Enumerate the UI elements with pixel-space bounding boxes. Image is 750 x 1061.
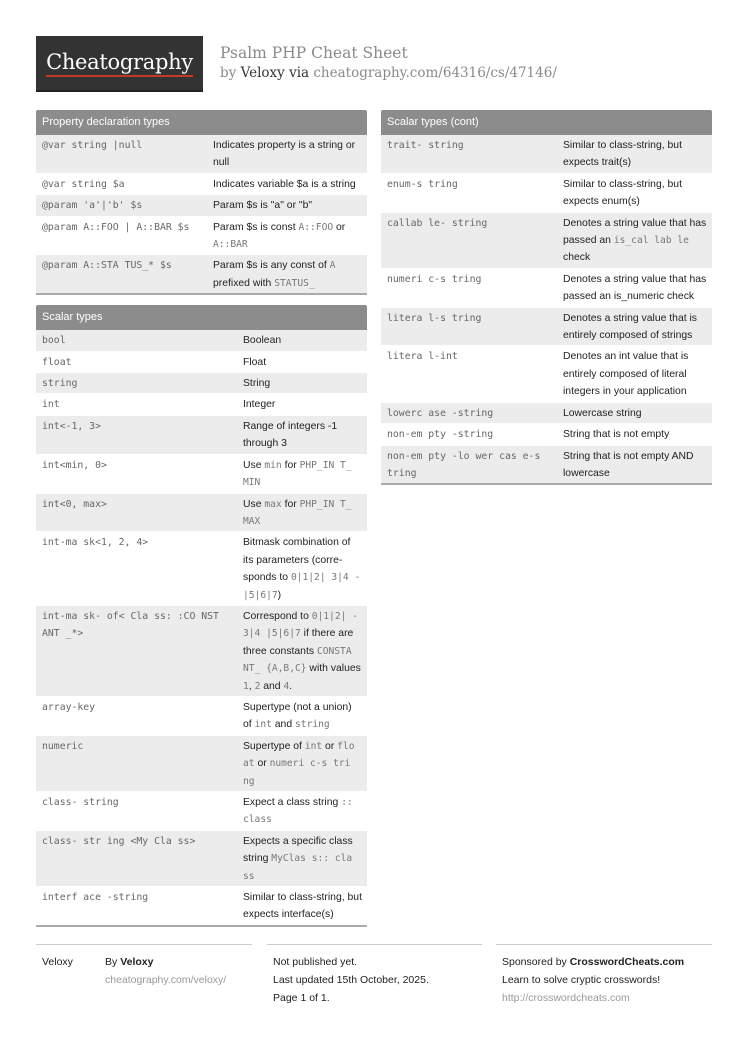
text-fragment: Supertype (not a union) of <box>243 701 352 731</box>
byline <box>220 65 557 81</box>
type-cell: @param A::STA TUS_* $s <box>36 255 207 293</box>
type-cell: numeri c-s tring <box>381 268 557 307</box>
code-fragment: string <box>295 719 330 731</box>
footer-sponsor-col <box>496 944 712 1004</box>
description-cell: Integer <box>237 394 367 415</box>
code-fragment: flo at <box>243 740 355 770</box>
description-cell <box>557 212 712 268</box>
sheet-url-link[interactable]: cheatography.com/64316/cs/47146/ <box>313 65 557 81</box>
description-cell: String that is not empty <box>557 424 712 445</box>
type-cell: @param 'a'|'b' $s <box>36 195 207 216</box>
code-fragment: 2 <box>254 680 261 692</box>
table-row <box>36 696 367 735</box>
type-cell: int<-1, 3> <box>36 415 237 454</box>
table-row <box>381 424 712 445</box>
footer-status-col <box>267 944 482 1004</box>
type-cell: int<0, max> <box>36 493 237 532</box>
type-cell: int-ma sk- of< Cla ss: :CO NST ANT _*> <box>36 605 237 696</box>
right-column <box>381 110 712 495</box>
table-row <box>36 255 367 293</box>
description-cell: Denotes a string value that is entirely composed of strings <box>557 307 712 346</box>
box-title: Scalar types (cont) <box>381 110 712 135</box>
type-cell: interf ace -string <box>36 887 237 925</box>
code-fragment: int <box>254 719 272 731</box>
author-link[interactable]: Veloxy <box>240 65 285 81</box>
sheet-title: Psalm PHP Cheat Sheet <box>220 44 408 62</box>
text-fragment: Correspond to <box>243 610 312 622</box>
text-fragment: or <box>322 740 338 752</box>
text-fragment: prefixed with <box>213 277 275 289</box>
footer-author-link[interactable]: Veloxy <box>120 956 154 968</box>
sponsor-link[interactable]: CrosswordCheats.com <box>569 956 685 968</box>
byline-via: via <box>289 65 310 81</box>
type-cell: enum-s tring <box>381 173 557 212</box>
table-row <box>36 330 367 351</box>
table-row <box>36 394 367 415</box>
code-fragment: A::FOO <box>298 221 334 233</box>
type-cell: int <box>36 394 237 415</box>
code-fragment: A <box>329 260 336 272</box>
text-fragment: Supertype of <box>243 740 305 752</box>
table-row <box>36 735 367 791</box>
text-fragment: for <box>281 459 300 471</box>
code-fragment: CONSTA NT_ {A,B,C} <box>243 645 352 675</box>
description-cell: Denotes an int value that is entirely composed of literal integers in your application <box>557 346 712 402</box>
description-cell: Indicates variable $a is a string <box>207 173 367 194</box>
code-fragment: A::BAR <box>213 239 248 251</box>
box-title: Property declaration types <box>36 110 367 135</box>
type-cell: @var string $a <box>36 173 207 194</box>
code-fragment: 0|1|2| - 3|4 |5|6|7 <box>243 610 358 640</box>
type-cell: @var string |null <box>36 135 207 173</box>
type-cell: int-ma sk<1, 2, 4> <box>36 532 237 606</box>
text-fragment: and <box>260 680 284 692</box>
table-row <box>36 493 367 532</box>
description-cell: Param $s is "a" or "b" <box>207 195 367 216</box>
description-cell <box>237 454 367 493</box>
code-fragment: numeri c-s tri ng <box>243 758 351 787</box>
description-cell: Similar to class-string, but expects enum(s) <box>557 173 712 212</box>
code-fragment: max <box>264 498 282 510</box>
scalar-table <box>36 330 367 925</box>
table-row <box>36 605 367 696</box>
box-title: Scalar types <box>36 305 367 330</box>
table-row <box>36 216 367 255</box>
sponsor-tagline: Learn to solve cryptic crosswords! <box>502 974 661 986</box>
type-cell: litera l-int <box>381 346 557 402</box>
table-row <box>36 454 367 493</box>
scalar-types-box <box>36 305 367 927</box>
type-cell: non-em pty -lo wer cas e-s tring <box>381 445 557 483</box>
code-fragment: is_cal lab le <box>613 235 689 247</box>
type-cell: @param A::FOO | A::BAR $s <box>36 216 207 255</box>
code-fragment: 0|1|2| 3|4 - |5|6|7 <box>243 572 361 601</box>
description-cell: Denotes a string value that has passed an is_numeric check <box>557 268 712 307</box>
description-cell: Similar to class-string, but expects interface(s) <box>237 887 367 925</box>
description-cell: Lowercase string <box>557 402 712 423</box>
code-fragment: MyClas s:: cla ss <box>243 853 353 882</box>
description-cell: Indicates property is a string or null <box>207 135 367 173</box>
text-fragment: check <box>563 252 591 264</box>
text-fragment: Expect a class string <box>243 797 342 808</box>
description-cell: Range of integers -1 through 3 <box>237 415 367 454</box>
description-cell <box>207 216 367 255</box>
type-cell: class- string <box>36 792 237 831</box>
table-row <box>36 135 367 173</box>
description-cell <box>237 735 367 791</box>
table-row <box>36 532 367 606</box>
cheatography-logo[interactable] <box>36 36 203 92</box>
table-row <box>36 415 367 454</box>
table-row <box>381 268 712 307</box>
publish-status: Not published yet. <box>273 956 358 968</box>
table-row <box>381 212 712 268</box>
type-cell: class- str ing <My Cla ss> <box>36 830 237 886</box>
property-table <box>36 135 367 293</box>
type-cell: bool <box>36 330 237 351</box>
property-declaration-box <box>36 110 367 295</box>
description-cell <box>237 493 367 532</box>
footer-by-label: By <box>105 956 118 968</box>
text-fragment: Param $s is any const of <box>213 260 330 272</box>
table-row <box>36 830 367 886</box>
table-row <box>36 351 367 372</box>
table-row <box>381 307 712 346</box>
table-row <box>381 445 712 483</box>
footer <box>36 944 712 1004</box>
page-number: Page 1 of 1. <box>273 992 330 1004</box>
type-cell: litera l-s tring <box>381 307 557 346</box>
type-cell: float <box>36 351 237 372</box>
type-cell: non-em pty -string <box>381 424 557 445</box>
text-fragment: if there are three constants <box>243 628 354 657</box>
description-cell <box>237 532 367 606</box>
code-fragment: PHP_IN T_ MAX <box>243 498 352 527</box>
text-fragment: Use <box>243 498 265 510</box>
last-updated: Last updated 15th October, 2025. <box>273 974 429 986</box>
code-fragment: PHP_IN T_ MIN <box>243 459 352 489</box>
description-cell <box>237 605 367 696</box>
type-cell: array-key <box>36 696 237 735</box>
scalar-types-cont-box <box>381 110 712 485</box>
description-cell: Similar to class-string, but expects trait(s) <box>557 135 712 173</box>
code-fragment: :: class <box>243 797 353 826</box>
text-fragment: for <box>281 498 300 510</box>
type-cell: int<min, 0> <box>36 454 237 493</box>
type-cell: numeric <box>36 735 237 791</box>
text-fragment: Expects a specific class string <box>243 835 353 865</box>
text-fragment: ) <box>277 589 282 601</box>
description-cell: Boolean <box>237 330 367 351</box>
footer-author-info <box>105 953 226 989</box>
footer-author-url[interactable]: cheatography.com/veloxy/ <box>105 974 227 986</box>
table-row <box>381 402 712 423</box>
description-cell: String <box>237 373 367 394</box>
code-fragment: STATUS_ <box>274 277 315 289</box>
table-row <box>36 373 367 394</box>
text-fragment: Use <box>243 459 265 471</box>
logo-text: Cheatography <box>46 50 193 77</box>
text-fragment: with values <box>306 663 361 675</box>
text-fragment: Param $s is const <box>213 221 299 233</box>
text-fragment: . <box>289 680 293 692</box>
description-cell <box>237 696 367 735</box>
sponsored-label: Sponsored by <box>502 956 567 968</box>
type-cell: trait- string <box>381 135 557 173</box>
table-row <box>381 173 712 212</box>
text-fragment: and <box>271 719 296 731</box>
table-row <box>381 346 712 402</box>
description-cell: Float <box>237 351 367 372</box>
text-fragment: Denotes a string value that has passed an <box>563 217 707 247</box>
description-cell <box>237 830 367 886</box>
type-cell: string <box>36 373 237 394</box>
table-row <box>381 135 712 173</box>
code-fragment: 4 <box>283 680 290 692</box>
code-fragment: int <box>304 740 323 752</box>
code-fragment: 1 <box>243 680 249 692</box>
text-fragment: Bitmask combination of its parameters (corresponds to <box>243 537 351 584</box>
text-fragment: , <box>248 680 255 692</box>
text-fragment: or <box>254 758 270 770</box>
description-cell <box>237 792 367 831</box>
byline-by: by <box>220 65 237 81</box>
table-row <box>36 173 367 194</box>
type-cell: callab le- string <box>381 212 557 268</box>
table-row <box>36 887 367 925</box>
sponsor-url[interactable]: http://crosswordcheats.com <box>502 992 630 1004</box>
text-fragment: or <box>333 221 346 233</box>
footer-author-col <box>36 944 252 1004</box>
left-column <box>36 110 367 937</box>
code-fragment: min <box>264 459 282 471</box>
table-row <box>36 792 367 831</box>
footer-author-short: Veloxy <box>42 956 73 968</box>
scalar-cont-table <box>381 135 712 483</box>
table-row <box>36 195 367 216</box>
description-cell: String that is not empty AND lowercase <box>557 445 712 483</box>
type-cell: lowerc ase -string <box>381 402 557 423</box>
description-cell <box>207 255 367 293</box>
